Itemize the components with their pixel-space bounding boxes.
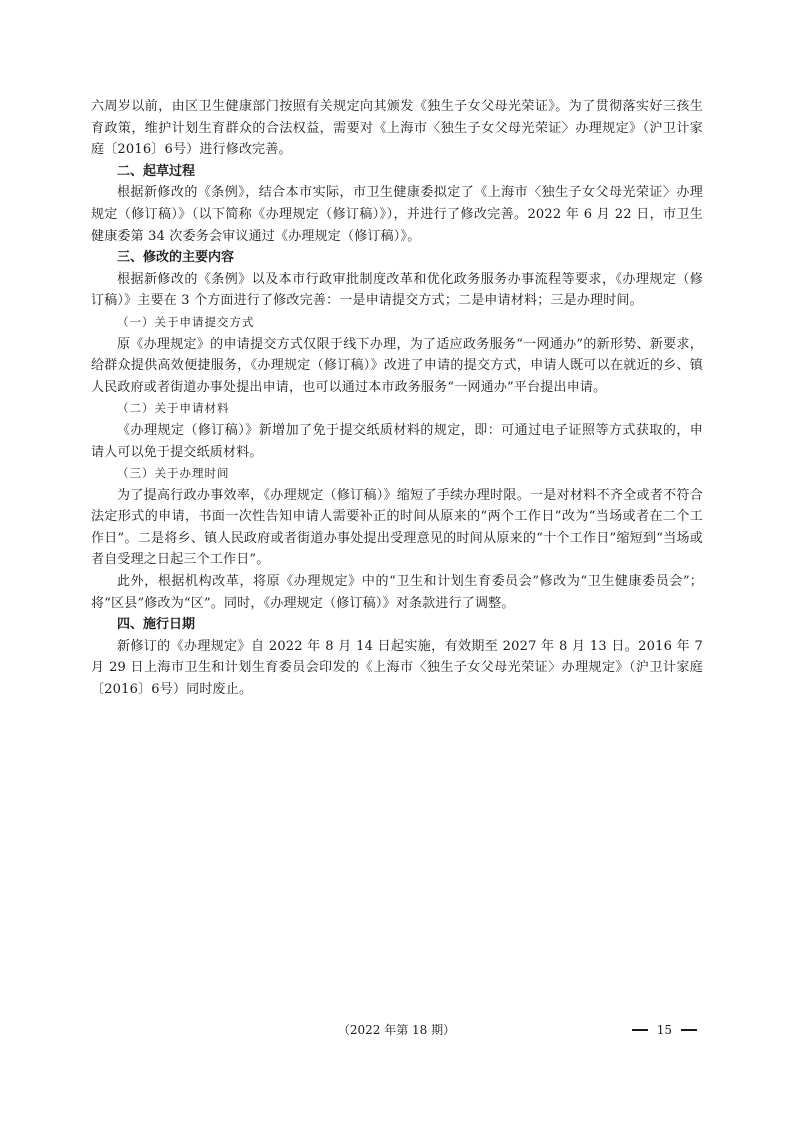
dash-decoration [632,1029,648,1031]
subheading-submission-method: （一）关于申请提交方式 [117,314,255,329]
dash-decoration [681,1029,697,1031]
subheading-materials: （二）关于申请材料 [117,401,230,416]
paragraph: 此外，根据机构改革，将原《办理规定》中的“卫生和计划生育委员会”修改为“卫生健康委员会”；将“区县”修改为“区”。同时，《办理规定（修订稿）》对条款进行了调整。 [91,574,703,611]
paragraph: 新修订的《办理规定》自 2022 年 8 月 14 日起实施，有效期至 2027 年 8 月 13 日。2016 年 7 月 29 日上海市卫生和计划生育委员会印发的《上海市〈独生子女父母光荣证〉办理规定》（沪卫计家庭〔2016〕6号）同时废止。 [91,638,703,698]
paragraph: 《办理规定（修订稿）》新增加了免于提交纸质材料的规定，即：可通过电子证照等方式获取的，申请人可以免于提交纸质材料。 [91,422,703,460]
section-heading-main-content: 三、修改的主要内容 [117,250,235,266]
paragraph: 六周岁以前，由区卫生健康部门按照有关规定向其颁发《独生子女父母光荣证》。为了贯彻落实好三孩生育政策，维护计划生育群众的合法权益，需要对《上海市〈独生子女父母光荣证〉办理规定》（沪卫计家庭〔2016〕6号）进行修改完善。 [91,99,703,158]
section-heading-drafting: 二、起草过程 [117,163,196,179]
paragraph: 根据新修改的《条例》，结合本市实际，市卫生健康委拟定了《上海市〈独生子女父母光荣证〉办理规定（修订稿）》（以下简称《办理规定（修订稿）》），并进行了修改完善。2022 年 6 月 22 日，市卫生健康委第 34 次委务会审议通过《办理规定（修订稿）》。 [91,185,703,244]
paragraph: 为了提高行政办事效率，《办理规定（修订稿）》缩短了手续办理时限。一是对材料不齐全或者不符合法定形式的申请，书面一次性告知申请人需要补正的时间从原来的“两个工作日”改为“当场或者在二个工作日”。二是将乡、镇人民政府或者街道办事处提出受理意见的时间从原来的“十个工作日”缩短到“当场或者自受理之日起三个工作日”。 [91,487,703,568]
subheading-processing-time: （三）关于办理时间 [117,466,230,481]
paragraph: 根据新修改的《条例》以及本市行政审批制度改革和优化政务服务办事流程等要求，《办理规定（修订稿）》主要在 3 个方面进行了修改完善：一是申请提交方式；二是申请材料；三是办理时间。 [91,271,703,309]
paragraph: 原《办理规定》的申请提交方式仅限于线下办理，为了适应政务服务“一网通办”的新形势、新要求，给群众提供高效便捷服务，《办理规定（修订稿）》改进了申请的提交方式，申请人既可以在就近的乡、镇人民政府或者街道办事处提出申请，也可以通过本市政务服务“一网通办”平台提出申请。 [91,336,703,395]
page-number-value: 15 [656,1023,672,1037]
page-footer [0,1020,793,1040]
section-heading-effective-date: 四、施行日期 [117,617,196,633]
page-number [632,1020,697,1040]
issue-label: （2022 年第 18 期） [337,1023,456,1037]
page-body [91,96,703,701]
